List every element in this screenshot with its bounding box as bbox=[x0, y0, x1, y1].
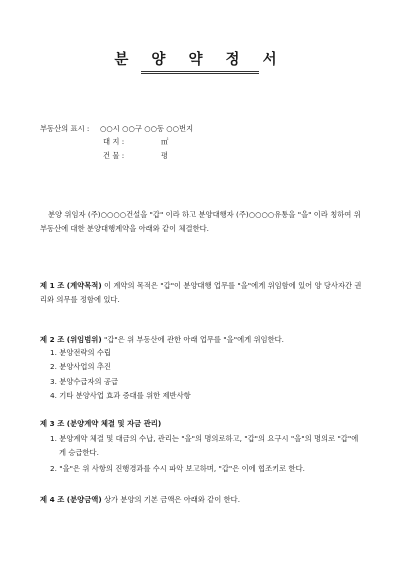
building-label: 건 물 : bbox=[103, 151, 125, 160]
land-label: 대 지 : bbox=[103, 137, 125, 146]
title-underline-second bbox=[141, 73, 259, 74]
article-4-heading: 제 4 조 (분양금액) bbox=[40, 495, 102, 504]
article-4-text: 상가 분양의 기본 금액은 아래와 같이 한다. bbox=[101, 495, 241, 504]
article-2 bbox=[40, 333, 362, 347]
intro-paragraph: 분양 위임자 (주)○○○○건설을 "갑" 이라 하고 분양대행자 (주)○○○○유통을 "을" 이라 칭하여 위 부동산에 대한 분양대행계약을 아래와 같이 체결한다. bbox=[40, 210, 361, 233]
title-underline bbox=[141, 71, 259, 72]
list-item: 2. "을"은 위 사항의 진행경과를 수시 파악 보고하며, "갑"은 이에 협조키로 한다. bbox=[50, 464, 305, 473]
document-title: 분 양 약 정 서 bbox=[114, 51, 286, 68]
list-item: 1. 분양전략의 수립 bbox=[50, 348, 111, 357]
article-1-heading: 제 1 조 (계약목적) bbox=[40, 281, 102, 290]
list-item: 4. 기타 분양사업 효과 증대를 위한 제반사항 bbox=[50, 391, 191, 400]
property-label: 부동산의 표시 : bbox=[40, 124, 90, 133]
article-2-heading: 제 2 조 (위임범위) bbox=[40, 335, 102, 344]
land-unit: ㎡ bbox=[161, 137, 169, 146]
article-3-heading: 제 3 조 (분양계약 체결 및 자금 관리) bbox=[40, 419, 162, 428]
list-item: 1. 분양계약 체결 및 대금의 수납, 관리는 "을"의 명의로하고, "갑"의 요구시 "을"의 명의로 "갑"에게 승급한다. bbox=[50, 434, 359, 457]
article-2-text: "갑"은 위 부동산에 관한 아래 업무를 "을"에게 위임한다. bbox=[101, 335, 284, 344]
article-1-text: 이 계약의 목적은 "갑"이 분양대행 업무를 "을"에게 위임함에 있어 양 당사자간 권리와 의무를 정함에 있다. bbox=[40, 281, 362, 304]
list-item: 2. 분양사업의 추진 bbox=[50, 362, 111, 371]
property-address: ○○시 ○○구 ○○동 ○○번지 bbox=[100, 124, 194, 133]
building-unit: 평 bbox=[161, 151, 169, 160]
list-item: 3. 분양수급자의 공급 bbox=[50, 377, 118, 386]
article-1 bbox=[40, 279, 362, 307]
article-4 bbox=[40, 495, 240, 505]
